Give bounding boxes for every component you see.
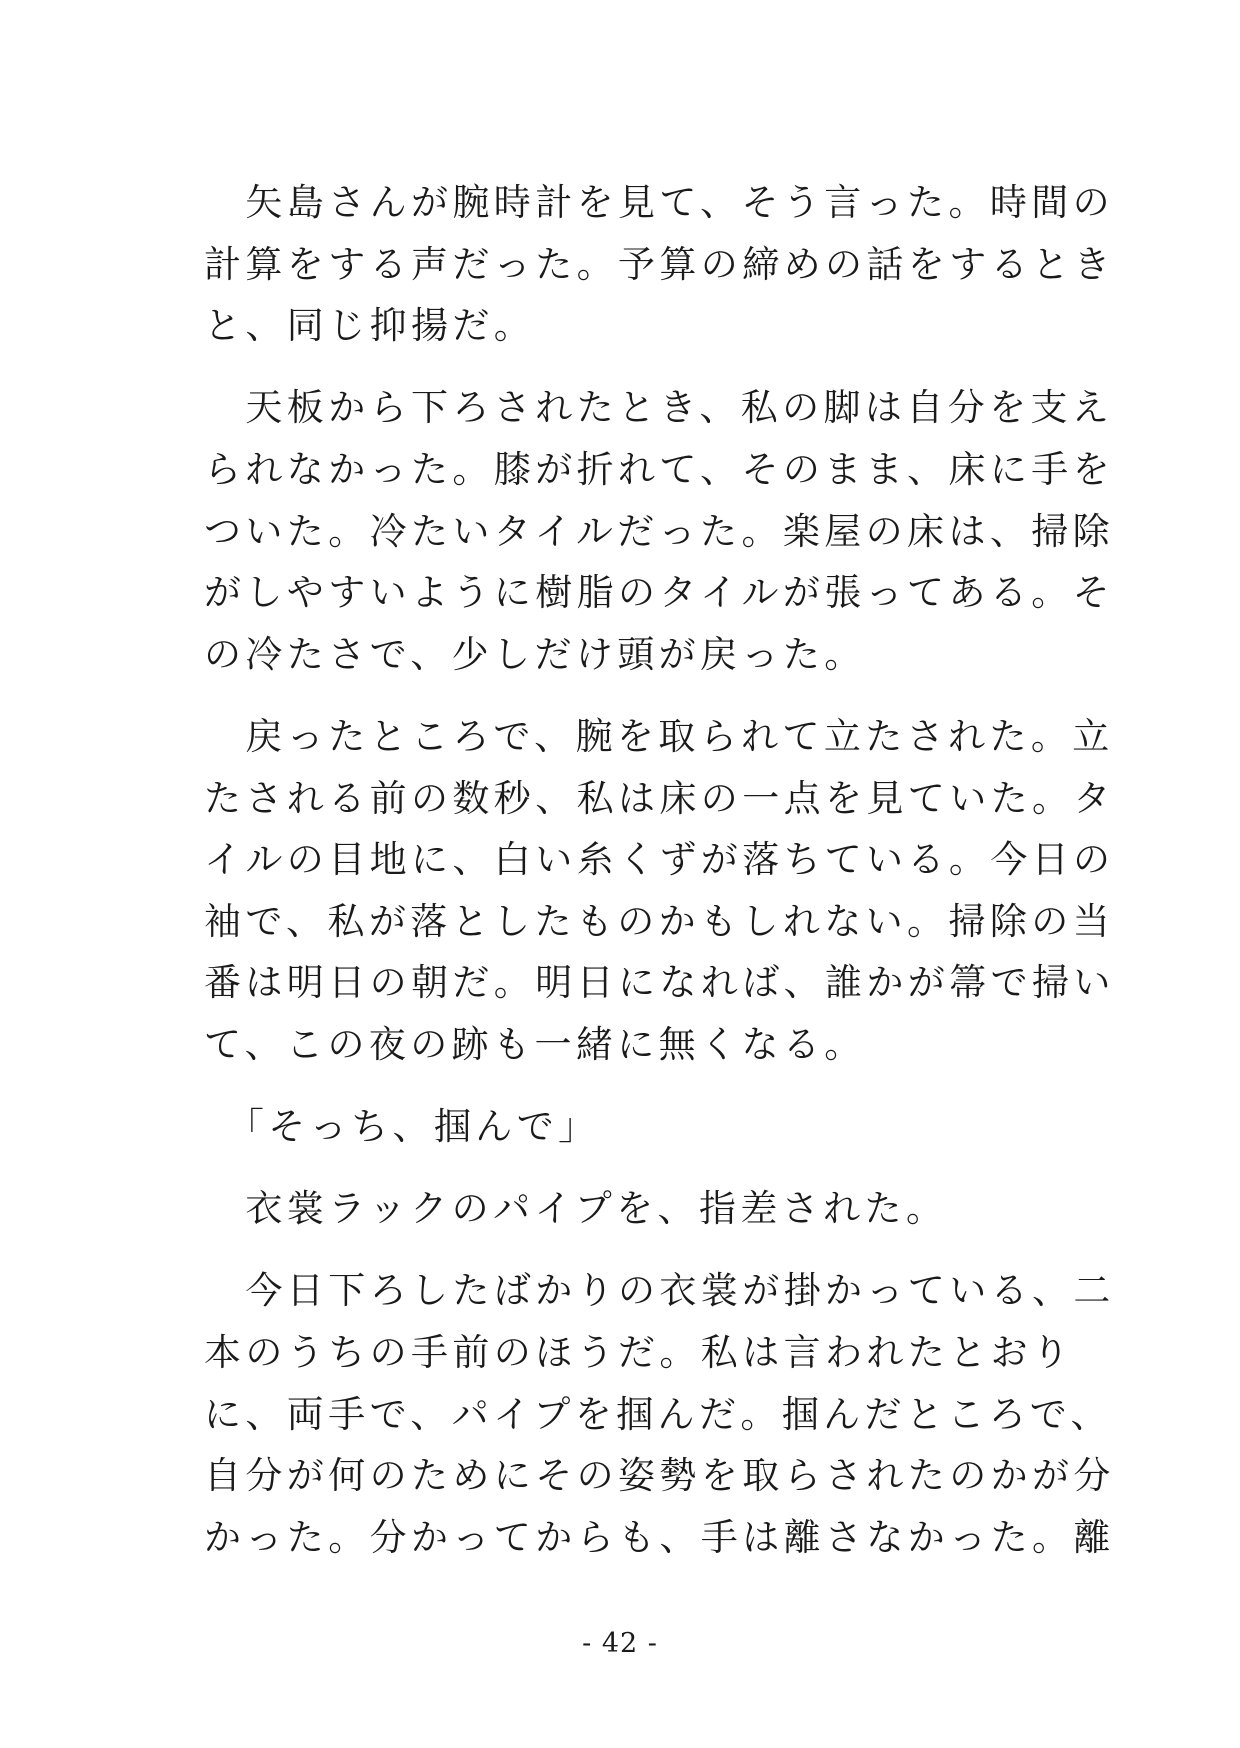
text-line: 計算をする声だった。予算の締めの話をするとき xyxy=(204,242,1115,286)
page-number: - 42 - xyxy=(582,1628,658,1659)
text-line: 自分が何のためにその姿勢を取らされたのかが分 xyxy=(204,1454,1115,1498)
text-line: 本のうちの手前のほうだ。私は言われたとおり xyxy=(204,1331,1074,1375)
text-line: 番は明日の朝だ。明日になれば、誰かが箒で掃い xyxy=(204,961,1115,1005)
text-line: がしやすいように樹脂のタイルが張ってある。そ xyxy=(204,571,1115,615)
text-line: 今日下ろしたばかりの衣裳が掛かっている、二 xyxy=(204,1269,1115,1313)
text-line: て、この夜の跡も一緒に無くなる。 xyxy=(204,1022,866,1066)
body-text xyxy=(204,172,1115,1568)
text-line: 天板から下ろされたとき、私の脚は自分を支え xyxy=(204,386,1114,430)
text-line: 矢島さんが腕時計を見て、そう言った。時間の xyxy=(204,181,1115,224)
text-line: と、同じ抑揚だ。 xyxy=(204,304,536,348)
text-line: の冷たさで、少しだけ頭が戻った。 xyxy=(204,632,866,676)
text-line: 「そっち、掴んで」 xyxy=(204,1105,600,1149)
text-line: 衣裳ラックのパイプを、指差された。 xyxy=(204,1187,948,1231)
text-line: イルの目地に、白い糸くずが落ちている。今日の xyxy=(204,838,1115,882)
text-line: に、両手で、パイプを掴んだ。掴んだところで、 xyxy=(204,1392,1112,1436)
text-line: 袖で、私が落としたものかもしれない。掃除の当 xyxy=(204,899,1115,943)
text-line: 戻ったところで、腕を取られて立たされた。立 xyxy=(204,714,1114,758)
text-line: られなかった。膝が折れて、そのまま、床に手を xyxy=(204,447,1115,491)
text-line: かった。分かってからも、手は離さなかった。離 xyxy=(204,1515,1115,1559)
text-line: たされる前の数秒、私は床の一点を見ていた。タ xyxy=(204,776,1115,820)
text-line: ついた。冷たいタイルだった。楽屋の床は、掃除 xyxy=(204,509,1115,553)
